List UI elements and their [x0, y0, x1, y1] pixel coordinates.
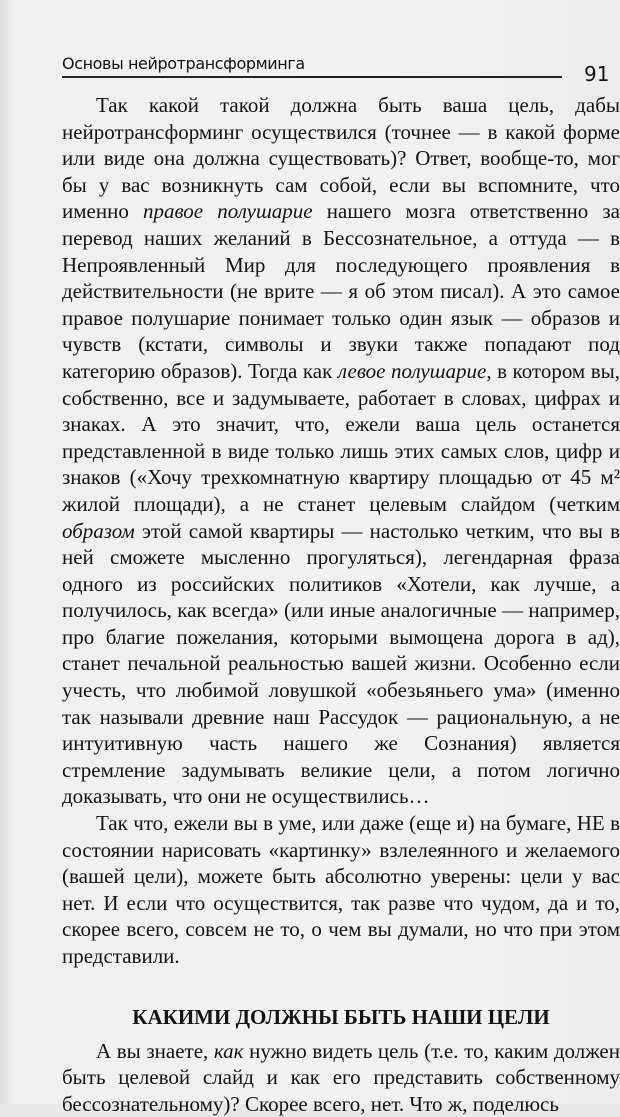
paragraph-1-part-c: нашего мозга ответственно за перевод наших желаний в Бессознательное, а оттуда — в Непроявленный Мир для последующего проявления в действительности (не врите — я об этом писал). А это самое правое полушарие понимает только один язык — образов и чувств (кстати, символы и звуки также попадают под категорию образов). Тогда как: [62, 199, 620, 383]
section-heading: КАКИМИ ДОЛЖНЫ БЫТЬ НАШИ ЦЕЛИ: [132, 1004, 550, 1029]
page-header: [62, 52, 562, 80]
paragraph-1-emphasis-right-hemisphere: правое полушарие: [142, 199, 313, 224]
paragraph-3-part-a: А вы знаете,: [96, 1038, 214, 1063]
paragraph-2: Так что, ежели вы в уме, или даже (еще и) на бумаге, НЕ в состоянии нарисовать «картинку» взлелеянного и желаемого (вашей цели), можете быть абсолютно уверены: цели у вас нет. И если что осуществится, так разве что чудом, да и то, скорее всего, совсем не то, о чем вы думали, но что при этом представили.: [62, 811, 620, 968]
header-rule: [62, 76, 562, 78]
paragraph-1-part-a: Так какой такой должна быть ваша цель, дабы нейротрансформинг осуществился (точнее — в какой форме или виде она должна существовать)? Ответ, вообще-то, мог бы у вас возникнуть сам собой, если вы вспомните, что именно: [62, 93, 620, 224]
paragraph-3-emphasis-how: как: [213, 1038, 244, 1063]
paragraph-1-emphasis-image: образом: [62, 518, 135, 543]
paragraph-1-emphasis-left-hemisphere: левое полушарие: [337, 358, 487, 383]
paragraph-3-part-c: нужно видеть цель (т.е. то, каким должен быть целевой слайд и как его представить собственному бессознательному)? Скорее всего, нет. Что ж, поделюсь: [62, 1038, 620, 1116]
paragraph-1-part-e: , в котором вы, собственно, все и задумываете, работает в словах, цифрах и знаках. А это значит, что, ежели ваша цель останется представленной в виде только лишь этих самых слов, цифр и знаков («Хочу трехкомнатную квартиру площадью от 45 м² жилой площади), а не станет целевым слайдом (четким: [62, 358, 620, 516]
paragraph-1-part-g: этой самой квартиры — настолько четким, что вы в ней сможете мысленно прогуляться), легендарная фраза одного из российских политиков «Хотели, как лучше, а получилось, как всегда» (или иные аналогичные — например, про благие пожелания, которыми вымощена дорога в ад), станет печальной реальностью вашей жизни. Особенно если учесть, что любимой ловушкой «обезьяньего ума» (именно так называли древние наш Рассудок — рациональную, а не интуитивную часть нашего же Сознания) является стремление задумывать великие цели, а потом логично доказывать, что они не осуществились…: [62, 518, 620, 809]
body-text: [62, 92, 620, 1117]
paragraph-1: [62, 92, 620, 810]
running-title: Основы нейротрансформинга: [62, 54, 305, 73]
page-number: 91: [584, 62, 610, 86]
paragraph-3: [62, 1038, 620, 1117]
